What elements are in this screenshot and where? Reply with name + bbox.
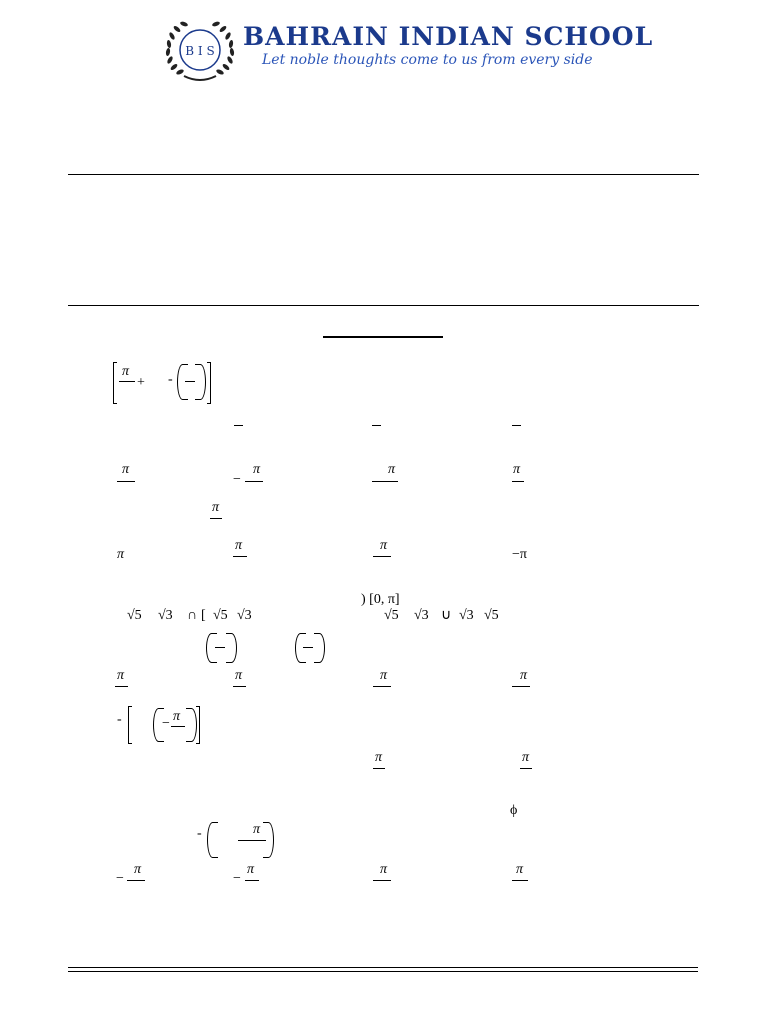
school-name: BAHRAIN INDIAN SCHOOL bbox=[243, 22, 654, 51]
pi-symbol: π bbox=[513, 462, 521, 477]
dash: - bbox=[197, 826, 202, 841]
title-underline bbox=[323, 336, 443, 338]
header-divider-bottom bbox=[68, 305, 699, 306]
minus-sign: − bbox=[233, 472, 241, 487]
pi-symbol: π bbox=[375, 750, 383, 765]
interval-text: ) [0, π] bbox=[361, 592, 400, 607]
minus-sign: − bbox=[116, 871, 124, 886]
sqrt-3: √3 bbox=[459, 608, 474, 623]
pi-symbol: π bbox=[516, 862, 524, 877]
bracket-right bbox=[207, 362, 211, 404]
pi-symbol: π bbox=[134, 862, 142, 877]
fraction-bar bbox=[127, 880, 145, 881]
fraction-bar bbox=[171, 726, 185, 727]
intersection-symbol: ∩ bbox=[187, 608, 198, 623]
fraction-bar bbox=[233, 686, 246, 687]
fraction-bar bbox=[234, 425, 243, 426]
school-motto: Let noble thoughts come to us from every side bbox=[262, 52, 593, 68]
paren-right bbox=[263, 822, 274, 858]
pi-symbol: π bbox=[122, 462, 130, 477]
pi-symbol: π bbox=[235, 538, 243, 553]
open-bracket: [ bbox=[201, 608, 206, 623]
plus-sign: + bbox=[137, 375, 145, 390]
pi-symbol: π bbox=[235, 668, 243, 683]
header-divider-top bbox=[68, 174, 699, 175]
fraction-bar bbox=[372, 481, 398, 482]
pi-symbol: π bbox=[117, 668, 125, 683]
school-logo-seal-icon bbox=[160, 14, 240, 86]
fraction-bar bbox=[373, 556, 391, 557]
pi-symbol: π bbox=[522, 750, 530, 765]
sqrt-5: √5 bbox=[213, 608, 228, 623]
fraction-bar bbox=[115, 686, 128, 687]
fraction-bar bbox=[512, 880, 528, 881]
sqrt-5: √5 bbox=[384, 608, 399, 623]
pi-symbol: π bbox=[380, 862, 388, 877]
fraction-bar bbox=[245, 880, 259, 881]
paren-left bbox=[206, 633, 217, 663]
fraction-bar bbox=[245, 481, 263, 482]
fraction-bar bbox=[210, 518, 222, 519]
fraction-bar bbox=[373, 686, 391, 687]
fraction-bar bbox=[185, 381, 195, 382]
pi-symbol: π bbox=[253, 822, 261, 837]
sqrt-5: √5 bbox=[484, 608, 499, 623]
fraction-bar bbox=[215, 647, 225, 648]
pi-symbol: π bbox=[117, 547, 125, 562]
fraction-bar bbox=[520, 768, 532, 769]
pi-symbol: π bbox=[173, 709, 181, 724]
sqrt-3: √3 bbox=[414, 608, 429, 623]
logo-monogram: B I S bbox=[185, 44, 215, 58]
fraction-bar bbox=[238, 840, 266, 841]
pi-symbol: π bbox=[253, 462, 261, 477]
fraction-bar bbox=[303, 647, 313, 648]
fraction-bar bbox=[372, 425, 381, 426]
bracket-left bbox=[113, 362, 117, 404]
paren-right bbox=[226, 633, 237, 663]
bracket-right bbox=[196, 706, 200, 744]
phi-symbol: ϕ bbox=[510, 803, 518, 818]
paren-left bbox=[177, 364, 188, 400]
pi-symbol: π bbox=[380, 538, 388, 553]
minus-sign: − bbox=[162, 716, 170, 731]
sqrt-3: √3 bbox=[158, 608, 173, 623]
paren-left bbox=[207, 822, 218, 858]
negative-pi: −π bbox=[512, 547, 527, 562]
fraction-bar bbox=[512, 481, 524, 482]
sqrt-5: √5 bbox=[127, 608, 142, 623]
pi-symbol: π bbox=[122, 364, 130, 379]
union-symbol: ∪ bbox=[441, 608, 452, 623]
dash: - bbox=[117, 712, 122, 727]
fraction-bar bbox=[512, 686, 530, 687]
paren-right bbox=[314, 633, 325, 663]
fraction-bar bbox=[117, 481, 135, 482]
fraction-bar bbox=[512, 425, 521, 426]
fraction-bar bbox=[373, 768, 385, 769]
dash: - bbox=[168, 372, 173, 387]
pi-symbol: π bbox=[520, 668, 528, 683]
pi-symbol: π bbox=[388, 462, 396, 477]
sqrt-3: √3 bbox=[237, 608, 252, 623]
footer-divider-top bbox=[68, 967, 698, 968]
fraction-bar bbox=[119, 381, 135, 382]
footer-divider-bottom bbox=[68, 971, 698, 972]
fraction-bar bbox=[373, 880, 391, 881]
paren-right bbox=[195, 364, 206, 400]
minus-sign: − bbox=[233, 871, 241, 886]
pi-symbol: π bbox=[212, 500, 220, 515]
pi-symbol: π bbox=[247, 862, 255, 877]
paren-left bbox=[295, 633, 306, 663]
fraction-bar bbox=[233, 556, 247, 557]
pi-symbol: π bbox=[380, 668, 388, 683]
bracket-left bbox=[128, 706, 132, 744]
